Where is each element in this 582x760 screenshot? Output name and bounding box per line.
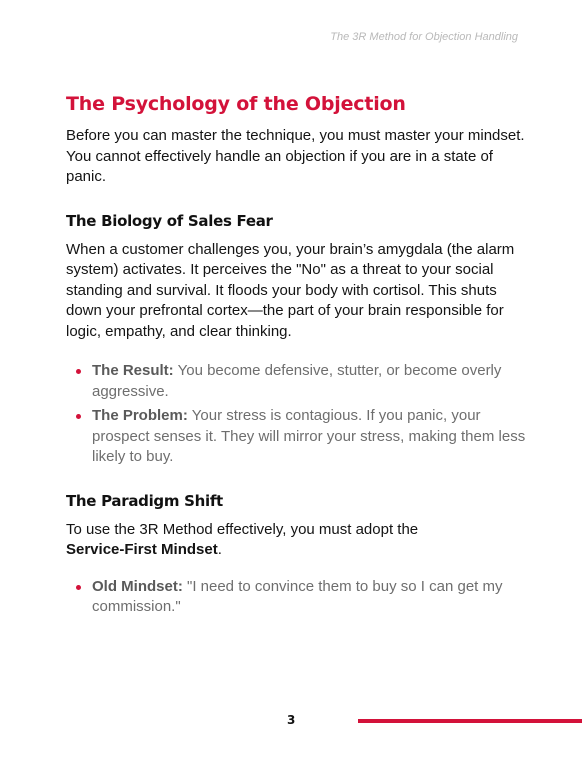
bullet-dot-icon bbox=[76, 585, 81, 590]
biology-bullet-list bbox=[66, 361, 526, 468]
biology-heading: The Biology of Sales Fear bbox=[66, 211, 273, 230]
paradigm-paragraph bbox=[66, 520, 526, 561]
bullet-text: You become defensive, stutter, or become overly aggressive. bbox=[92, 362, 502, 400]
paradigm-heading: The Paradigm Shift bbox=[66, 491, 223, 510]
bullet-dot-icon bbox=[76, 414, 81, 419]
paradigm-text-end: . bbox=[217, 541, 222, 558]
intro-paragraph: Before you can master the technique, you must master your mindset. You cannot effectively handle an objection if you are in a state of panic. bbox=[66, 127, 525, 185]
bullet-dot-icon bbox=[76, 369, 81, 374]
paradigm-bullet-list bbox=[66, 577, 526, 618]
paradigm-text-start: To use the 3R Method effectively, you must adopt the bbox=[66, 520, 419, 538]
bullet-text: Your stress is contagious. If you panic, your prospect senses it. They will mirror your stress, making them less likely to buy. bbox=[92, 407, 526, 465]
footer-accent-bar bbox=[358, 719, 582, 723]
bullet-label: Old Mindset: bbox=[92, 577, 183, 595]
running-header: The 3R Method for Objection Handling bbox=[330, 31, 518, 43]
bullet-label: The Problem: bbox=[92, 407, 188, 424]
biology-paragraph: When a customer challenges you, your brain’s amygdala (the alarm system) activates. It perceives the "No" as a threat to your social standing and survival. It floods your body with cortisol. This shuts down your prefrontal cortex—the part of your brain responsible for logic, empathy, and clear thinking. bbox=[66, 240, 515, 340]
bullet-text: "I need to convince them to buy so I can get my commission." bbox=[92, 577, 503, 615]
section-title: The Psychology of the Objection bbox=[66, 93, 406, 115]
page-content bbox=[66, 92, 526, 618]
page-number: 3 bbox=[287, 713, 296, 727]
bullet-result bbox=[66, 361, 526, 402]
bullet-old-mindset bbox=[66, 577, 526, 618]
service-first-mindset: Service-First Mindset bbox=[66, 541, 218, 558]
bullet-label: The Result: bbox=[92, 362, 174, 379]
bullet-problem bbox=[66, 406, 526, 468]
